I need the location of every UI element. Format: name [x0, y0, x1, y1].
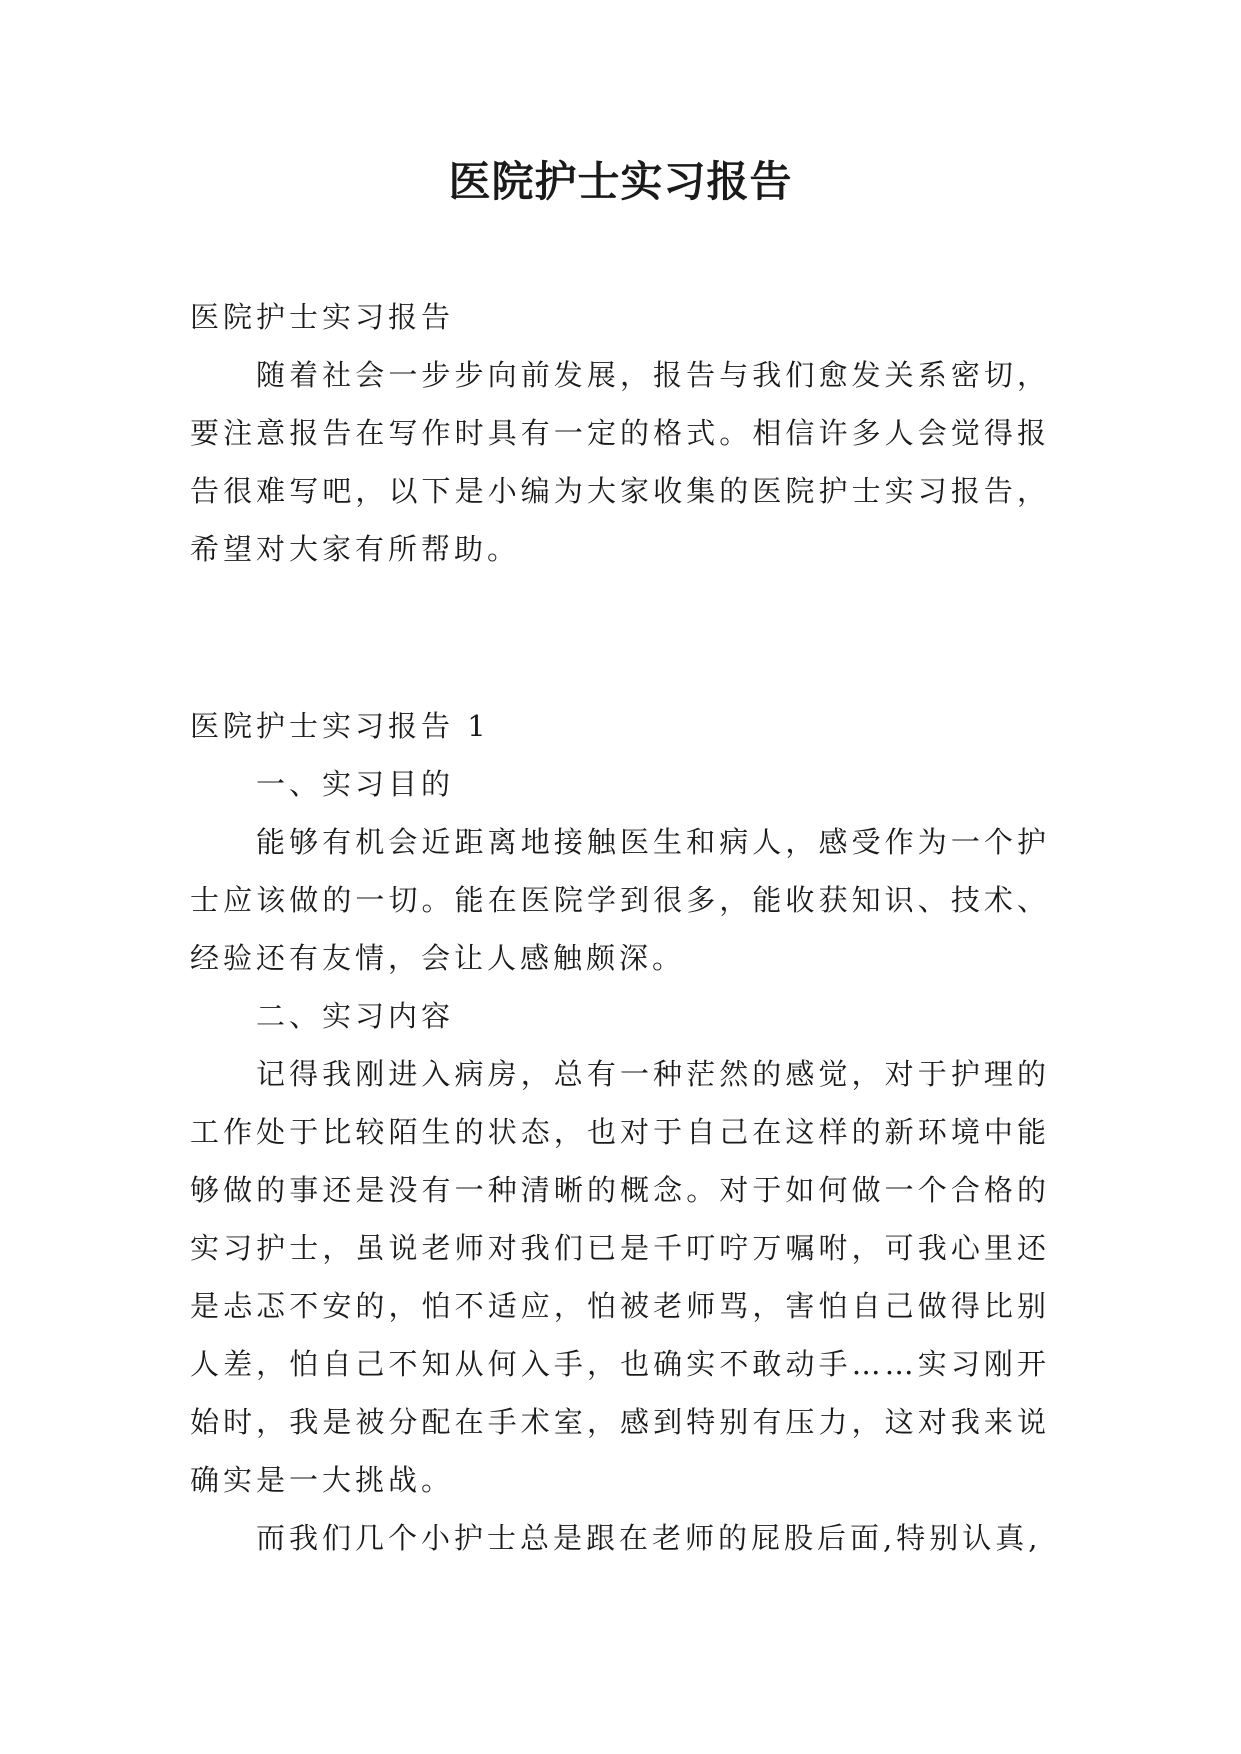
section-1-heading: 医院护士实习报告 1 [190, 709, 490, 743]
subsection-2-title: 二、实习内容 [256, 999, 455, 1033]
subsection-1-title: 一、实习目的 [256, 767, 455, 801]
subsection-2-paragraph-1: 记得我刚进入病房，总有一种茫然的感觉，对于护理的工作处于比较陌生的状态，也对于自己在这样的新环境中能够做的事还是没有一种清晰的概念。对于如何做一个合格的实习护士，虽说老师对我们已是千叮咛万嘱咐，可我心里还是忐忑不安的，怕不适应，怕被老师骂，害怕自己做得比别人差，怕自己不知从何入手，也确实不敢动手……实习刚开始时，我是被分配在手术室，感到特别有压力，这对我来说确实是一大挑战。 [190, 1057, 1050, 1497]
intro-paragraph: 随着社会一步步向前发展，报告与我们愈发关系密切，要注意报告在写作时具有一定的格式。相信许多人会觉得报告很难写吧，以下是小编为大家收集的医院护士实习报告，希望对大家有所帮助。 [190, 358, 1050, 566]
subsection-2-paragraph-2: 而我们几个小护士总是跟在老师的屁股后面,特别认真, [256, 1521, 1042, 1555]
intro-section [190, 288, 1050, 578]
report-section-1 [190, 697, 1050, 1567]
subsection-1-paragraph: 能够有机会近距离地接触医生和病人，感受作为一个护士应该做的一切。能在医院学到很多，能收获知识、技术、经验还有友情，会让人感触颇深。 [190, 825, 1050, 975]
document-title: 医院护士实习报告 [448, 157, 793, 206]
intro-heading: 医院护士实习报告 [190, 300, 455, 334]
